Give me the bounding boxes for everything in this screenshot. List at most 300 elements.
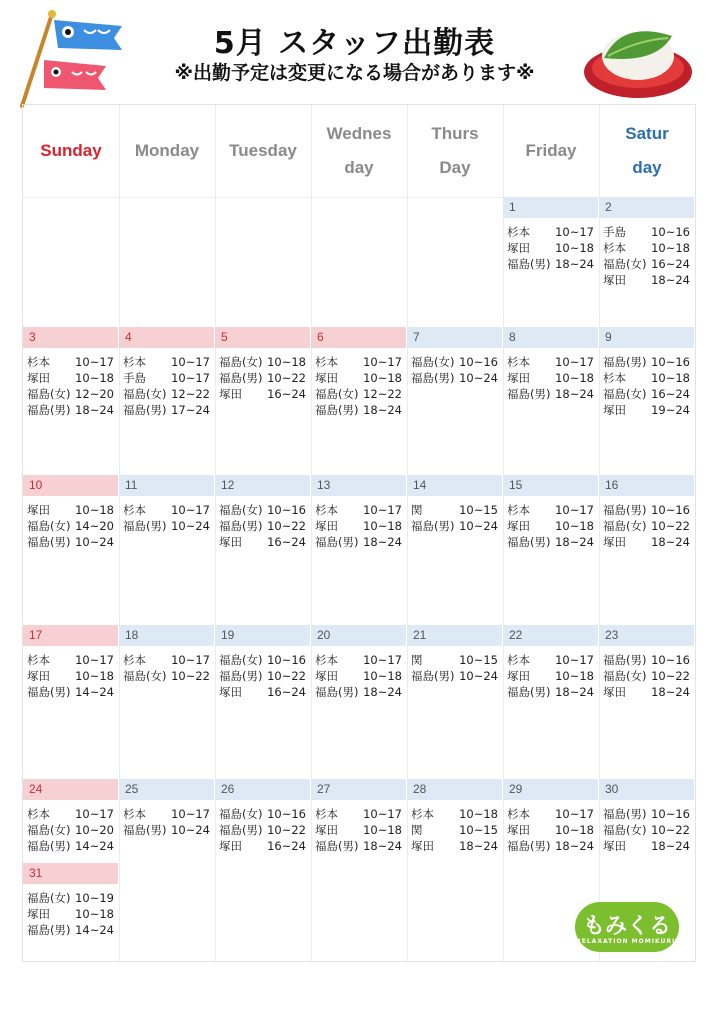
- staff-name: 関: [411, 503, 423, 517]
- shift-row: [603, 684, 690, 700]
- shift-row: [219, 668, 306, 684]
- shift-row: [27, 922, 114, 938]
- day-cell: [599, 327, 694, 475]
- weekday-header: Sunday: [23, 105, 119, 198]
- day-cell: [119, 327, 214, 475]
- shift-row: [27, 668, 114, 684]
- staff-name: 塚田: [27, 503, 50, 517]
- shift-row: [507, 370, 594, 386]
- date-number: 14: [407, 475, 502, 496]
- shift-row: [603, 240, 690, 256]
- staff-name: 杉本: [123, 653, 146, 667]
- shift-hours: 18~24: [555, 685, 594, 699]
- shift-row: [603, 354, 690, 370]
- staff-name: 杉本: [507, 503, 530, 517]
- shift-row: [123, 518, 210, 534]
- staff-name: 塚田: [603, 273, 626, 287]
- shift-hours: 10~17: [363, 807, 402, 821]
- shift-row: [411, 838, 498, 854]
- shift-row: [411, 806, 498, 822]
- day-cell: [407, 327, 502, 475]
- date-number: 15: [503, 475, 598, 496]
- staff-name: 福島(男): [507, 685, 551, 699]
- staff-name: 福島(男): [507, 839, 551, 853]
- shift-hours: 10~18: [651, 241, 690, 255]
- day-cell: [119, 475, 214, 625]
- shift-hours: 10~22: [651, 519, 690, 533]
- shift-hours: 10~22: [267, 371, 306, 385]
- staff-name: 福島(女): [603, 387, 647, 401]
- shift-list: [119, 348, 214, 418]
- shift-row: [27, 890, 114, 906]
- staff-name: 福島(男): [219, 519, 263, 533]
- date-number: 22: [503, 625, 598, 646]
- shift-list: [23, 646, 118, 700]
- shift-list: [503, 800, 598, 854]
- shift-list: [119, 646, 214, 684]
- shift-row: [603, 534, 690, 550]
- shift-row: [219, 502, 306, 518]
- staff-name: 杉本: [123, 355, 146, 369]
- shift-row: [411, 822, 498, 838]
- staff-name: 福島(女): [219, 807, 263, 821]
- staff-name: 福島(男): [27, 403, 71, 417]
- shift-hours: 18~24: [651, 273, 690, 287]
- shift-hours: 14~24: [75, 839, 114, 853]
- shift-hours: 18~24: [555, 387, 594, 401]
- shift-hours: 10~22: [267, 823, 306, 837]
- shift-row: [27, 402, 114, 418]
- staff-name: 福島(女): [27, 823, 71, 837]
- page-subtitle: ※出勤予定は変更になる場合があります※: [174, 62, 535, 84]
- staff-name: 杉本: [507, 225, 530, 239]
- shift-hours: 10~22: [651, 669, 690, 683]
- staff-name: 福島(男): [27, 923, 71, 937]
- shift-row: [507, 354, 594, 370]
- staff-name: 福島(女): [123, 387, 167, 401]
- weekday-header: Wednes day: [311, 105, 407, 198]
- shift-row: [27, 370, 114, 386]
- shift-row: [411, 370, 498, 386]
- shift-hours: 10~18: [363, 371, 402, 385]
- day-cell: [23, 625, 118, 779]
- shift-row: [315, 370, 402, 386]
- staff-name: 福島(男): [123, 403, 167, 417]
- date-number: 2: [599, 197, 694, 218]
- shift-hours: 10~15: [459, 823, 498, 837]
- staff-name: 福島(男): [411, 519, 455, 533]
- shift-hours: 12~22: [171, 387, 210, 401]
- shift-hours: 10~18: [555, 669, 594, 683]
- shift-row: [315, 668, 402, 684]
- staff-name: 福島(男): [603, 355, 647, 369]
- shift-row: [507, 684, 594, 700]
- day-cell: [407, 625, 502, 779]
- shift-hours: 18~24: [363, 685, 402, 699]
- staff-name: 塚田: [603, 685, 626, 699]
- shift-hours: 10~16: [267, 653, 306, 667]
- shift-row: [27, 534, 114, 550]
- shift-hours: 10~17: [171, 653, 210, 667]
- shift-row: [219, 652, 306, 668]
- shift-hours: 10~19: [75, 891, 114, 905]
- staff-name: 杉本: [315, 653, 338, 667]
- shift-hours: 18~24: [651, 839, 690, 853]
- staff-name: 杉本: [123, 807, 146, 821]
- staff-name: 福島(女): [219, 355, 263, 369]
- day-cell: [503, 327, 598, 475]
- staff-name: 杉本: [507, 653, 530, 667]
- shift-list: [215, 496, 310, 550]
- staff-name: 福島(男): [27, 535, 71, 549]
- day-cell: [503, 197, 598, 327]
- date-number: 19: [215, 625, 310, 646]
- shift-hours: 18~24: [459, 839, 498, 853]
- shift-hours: 10~17: [171, 503, 210, 517]
- staff-name: 福島(男): [603, 653, 647, 667]
- staff-name: 福島(男): [411, 371, 455, 385]
- shift-row: [411, 652, 498, 668]
- shift-hours: 18~24: [75, 403, 114, 417]
- shift-hours: 10~15: [459, 653, 498, 667]
- shift-row: [507, 224, 594, 240]
- shift-hours: 10~24: [459, 669, 498, 683]
- date-number: 20: [311, 625, 406, 646]
- shift-hours: 10~18: [75, 907, 114, 921]
- staff-name: 塚田: [507, 241, 530, 255]
- shift-row: [507, 806, 594, 822]
- date-number: 9: [599, 327, 694, 348]
- staff-name: 手島: [603, 225, 626, 239]
- shift-hours: 10~18: [555, 371, 594, 385]
- shift-row: [603, 402, 690, 418]
- shift-row: [219, 822, 306, 838]
- shift-hours: 10~18: [363, 823, 402, 837]
- shift-list: [215, 800, 310, 854]
- staff-name: 塚田: [507, 823, 530, 837]
- weekday-header: Satur day: [599, 105, 695, 198]
- date-number: 6: [311, 327, 406, 348]
- shift-hours: 12~22: [363, 387, 402, 401]
- day-cell: [119, 779, 214, 961]
- weekday-header: Tuesday: [215, 105, 311, 198]
- day-cell: [407, 475, 502, 625]
- shift-hours: 12~20: [75, 387, 114, 401]
- date-number: 25: [119, 779, 214, 800]
- shift-row: [27, 838, 114, 854]
- staff-name: 塚田: [315, 669, 338, 683]
- shift-row: [507, 386, 594, 402]
- shift-hours: 10~17: [171, 371, 210, 385]
- shift-list: [407, 496, 502, 534]
- shift-hours: 10~22: [171, 669, 210, 683]
- shift-row: [315, 652, 402, 668]
- staff-name: 福島(男): [507, 257, 551, 271]
- staff-name: 福島(女): [219, 653, 263, 667]
- shift-hours: 10~18: [555, 519, 594, 533]
- shift-hours: 10~17: [171, 807, 210, 821]
- staff-name: 杉本: [603, 371, 626, 385]
- shift-row: [219, 684, 306, 700]
- shift-hours: 18~24: [555, 257, 594, 271]
- shift-list: [407, 646, 502, 684]
- staff-name: 福島(男): [315, 685, 359, 699]
- shift-hours: 10~18: [75, 371, 114, 385]
- date-number: 7: [407, 327, 502, 348]
- staff-name: 塚田: [27, 907, 50, 921]
- shift-hours: 18~24: [651, 685, 690, 699]
- date-number: 17: [23, 625, 118, 646]
- shift-row: [507, 838, 594, 854]
- shift-hours: 10~17: [171, 355, 210, 369]
- staff-name: 杉本: [315, 807, 338, 821]
- shift-hours: 16~24: [651, 257, 690, 271]
- date-number: 23: [599, 625, 694, 646]
- shift-hours: 10~16: [651, 225, 690, 239]
- staff-name: 塚田: [507, 669, 530, 683]
- staff-name: 塚田: [315, 519, 338, 533]
- shift-row: [411, 354, 498, 370]
- shift-row: [123, 502, 210, 518]
- day-cell: [215, 779, 310, 961]
- shift-list: [503, 646, 598, 700]
- shift-list: [215, 646, 310, 700]
- staff-name: 福島(女): [603, 257, 647, 271]
- date-number: 27: [311, 779, 406, 800]
- shift-hours: 10~17: [363, 503, 402, 517]
- shift-list: [503, 348, 598, 402]
- shift-row: [315, 806, 402, 822]
- shift-list: [503, 496, 598, 550]
- shift-row: [507, 534, 594, 550]
- shift-hours: 14~24: [75, 685, 114, 699]
- shift-hours: 10~15: [459, 503, 498, 517]
- staff-name: 杉本: [315, 503, 338, 517]
- shift-hours: 10~16: [267, 807, 306, 821]
- date-number: 24: [23, 779, 118, 800]
- shift-hours: 10~18: [459, 807, 498, 821]
- date-number: 13: [311, 475, 406, 496]
- staff-name: 塚田: [219, 387, 242, 401]
- shift-list: [407, 800, 502, 854]
- shift-row: [507, 652, 594, 668]
- date-number: 21: [407, 625, 502, 646]
- shift-list: [599, 646, 694, 700]
- staff-name: 福島(女): [603, 823, 647, 837]
- shift-row: [507, 256, 594, 272]
- staff-name: 福島(男): [315, 535, 359, 549]
- staff-name: 関: [411, 653, 423, 667]
- staff-name: 塚田: [315, 371, 338, 385]
- staff-name: 福島(女): [219, 503, 263, 517]
- shift-hours: 10~18: [267, 355, 306, 369]
- day-cell: [23, 327, 118, 475]
- shift-hours: 10~24: [171, 519, 210, 533]
- shift-row: [123, 668, 210, 684]
- shift-hours: 10~24: [171, 823, 210, 837]
- shift-list: [311, 646, 406, 700]
- shift-hours: 10~18: [363, 669, 402, 683]
- shift-row: [219, 838, 306, 854]
- day-cell: [215, 475, 310, 625]
- staff-name: 塚田: [507, 519, 530, 533]
- shift-list: [23, 800, 118, 854]
- shift-row: [123, 370, 210, 386]
- weekday-header: Monday: [119, 105, 215, 198]
- shift-hours: 18~24: [363, 403, 402, 417]
- day-cell: [599, 625, 694, 779]
- shift-row: [507, 502, 594, 518]
- shift-hours: 10~16: [459, 355, 498, 369]
- shift-list: [407, 348, 502, 386]
- shift-hours: 17~24: [171, 403, 210, 417]
- staff-name: 杉本: [123, 503, 146, 517]
- shift-row: [27, 822, 114, 838]
- shift-hours: 10~17: [555, 807, 594, 821]
- staff-name: 福島(女): [603, 519, 647, 533]
- date-number: 3: [23, 327, 118, 348]
- shift-row: [219, 518, 306, 534]
- staff-name: 福島(男): [411, 669, 455, 683]
- date-number: 5: [215, 327, 310, 348]
- day-cell: [23, 475, 118, 625]
- shift-row: [27, 502, 114, 518]
- shift-hours: 10~17: [75, 807, 114, 821]
- shift-row: [603, 256, 690, 272]
- shift-row: [27, 906, 114, 922]
- shift-hours: 10~22: [267, 519, 306, 533]
- shift-row: [603, 652, 690, 668]
- shift-row: [219, 534, 306, 550]
- shift-list: [23, 348, 118, 418]
- day-cell: [215, 625, 310, 779]
- shift-list: [599, 800, 694, 854]
- staff-name: 福島(女): [27, 519, 71, 533]
- logo-tagline: RELAXATION MOMIKURU: [576, 938, 678, 945]
- shift-hours: 10~16: [651, 653, 690, 667]
- shift-row: [603, 386, 690, 402]
- shift-list: [119, 800, 214, 838]
- shift-hours: 10~22: [267, 669, 306, 683]
- shift-row: [123, 822, 210, 838]
- staff-name: 塚田: [603, 839, 626, 853]
- date-number: 30: [599, 779, 694, 800]
- staff-name: 福島(女): [27, 387, 71, 401]
- staff-name: 福島(男): [123, 519, 167, 533]
- shift-row: [603, 838, 690, 854]
- staff-name: 杉本: [315, 355, 338, 369]
- shift-hours: 10~16: [651, 807, 690, 821]
- day-cell: [119, 625, 214, 779]
- staff-name: 杉本: [27, 355, 50, 369]
- shift-hours: 10~17: [555, 225, 594, 239]
- shift-row: [315, 534, 402, 550]
- shift-hours: 18~24: [555, 535, 594, 549]
- shift-hours: 10~18: [555, 823, 594, 837]
- staff-name: 杉本: [603, 241, 626, 255]
- staff-name: 関: [411, 823, 423, 837]
- koinobori-icon: [14, 8, 134, 108]
- shift-hours: 10~17: [555, 503, 594, 517]
- weekday-header: Thurs Day: [407, 105, 503, 198]
- day-cell: [311, 625, 406, 779]
- shift-hours: 10~17: [555, 653, 594, 667]
- staff-name: 福島(男): [507, 387, 551, 401]
- shift-row: [315, 402, 402, 418]
- shift-hours: 10~18: [555, 241, 594, 255]
- staff-name: 塚田: [219, 685, 242, 699]
- shift-hours: 16~24: [267, 839, 306, 853]
- shift-hours: 10~18: [651, 371, 690, 385]
- shift-row: [411, 502, 498, 518]
- shift-row: [123, 354, 210, 370]
- staff-name: 福島(男): [27, 685, 71, 699]
- staff-name: 杉本: [507, 807, 530, 821]
- shift-hours: 10~24: [75, 535, 114, 549]
- staff-name: 福島(男): [603, 807, 647, 821]
- staff-name: 福島(男): [315, 839, 359, 853]
- shift-row: [411, 518, 498, 534]
- shift-hours: 10~16: [651, 355, 690, 369]
- shift-hours: 10~18: [75, 669, 114, 683]
- shift-row: [507, 518, 594, 534]
- shift-hours: 10~17: [363, 653, 402, 667]
- shift-row: [603, 502, 690, 518]
- day-cell: [503, 625, 598, 779]
- shift-row: [123, 652, 210, 668]
- shift-hours: 10~18: [363, 519, 402, 533]
- shift-row: [603, 370, 690, 386]
- staff-name: 福島(男): [219, 371, 263, 385]
- shift-row: [315, 518, 402, 534]
- day-cell: [311, 475, 406, 625]
- staff-name: 塚田: [27, 371, 50, 385]
- shift-row: [315, 822, 402, 838]
- shift-row: [219, 386, 306, 402]
- shift-row: [603, 806, 690, 822]
- shift-list: [23, 496, 118, 550]
- staff-name: 福島(女): [411, 355, 455, 369]
- shift-hours: 10~24: [459, 519, 498, 533]
- shift-hours: 18~24: [651, 535, 690, 549]
- shift-hours: 10~24: [459, 371, 498, 385]
- shift-row: [219, 370, 306, 386]
- shift-list: [599, 496, 694, 550]
- staff-name: 福島(男): [123, 823, 167, 837]
- shift-hours: 19~24: [651, 403, 690, 417]
- shift-row: [315, 838, 402, 854]
- staff-name: 塚田: [219, 535, 242, 549]
- date-number: 12: [215, 475, 310, 496]
- date-number: 1: [503, 197, 598, 218]
- staff-name: 塚田: [315, 823, 338, 837]
- date-number: 31: [23, 863, 118, 884]
- date-number: 10: [23, 475, 118, 496]
- shift-row: [603, 224, 690, 240]
- shift-row: [27, 652, 114, 668]
- shift-hours: 10~16: [651, 503, 690, 517]
- staff-name: 福島(男): [603, 503, 647, 517]
- shift-list: [503, 218, 598, 272]
- staff-name: 塚田: [411, 839, 434, 853]
- date-number: 8: [503, 327, 598, 348]
- shift-hours: 10~17: [555, 355, 594, 369]
- shift-hours: 10~16: [267, 503, 306, 517]
- shift-hours: 18~24: [555, 839, 594, 853]
- shift-row: [219, 354, 306, 370]
- shift-row: [507, 668, 594, 684]
- shift-row: [27, 386, 114, 402]
